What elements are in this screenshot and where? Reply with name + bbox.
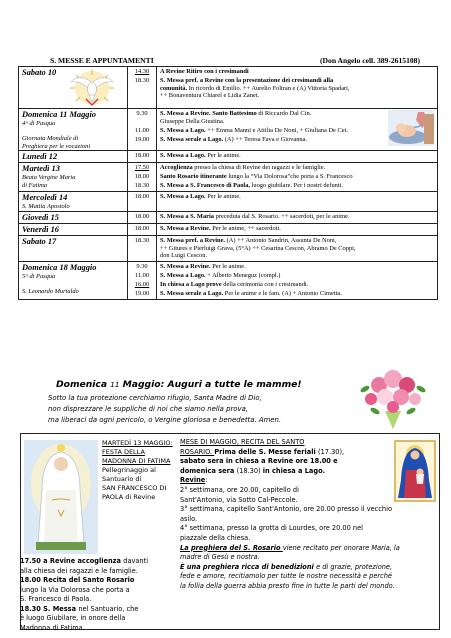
rosary-line <box>180 572 436 582</box>
text-segment: Accoglienza <box>160 164 195 172</box>
event-time: 18.00 <box>134 152 150 160</box>
text-segment: Per le anime. <box>212 263 246 271</box>
event-entry <box>160 225 434 234</box>
text-segment: A Revine <box>160 68 187 75</box>
event-entry <box>160 173 434 182</box>
day-note <box>22 128 124 136</box>
event-entry <box>160 164 434 173</box>
day-row <box>19 211 438 223</box>
text-segment: asilo. <box>180 514 198 523</box>
fatima-detail-line <box>20 595 176 605</box>
day-note: Preghiera per le vocazioni <box>22 142 91 150</box>
day-row <box>19 163 438 192</box>
day-cell <box>19 151 128 163</box>
text-segment: 18.30 S. Messa <box>20 604 79 613</box>
text-segment: alla chiesa dei ragazzi e le famiglie. <box>20 566 138 575</box>
event-cell <box>157 223 438 235</box>
rosary-line <box>180 534 436 544</box>
event-entry <box>160 263 434 272</box>
event-cell <box>157 262 438 300</box>
rosary-line <box>180 515 436 525</box>
text-segment: Giuseppe Della Giustina. <box>160 117 225 125</box>
event-line <box>160 281 434 289</box>
day-note: S. Leonardo Murialdo <box>22 288 79 296</box>
text-segment: S. Messa pref. a Revine. <box>160 236 227 244</box>
text-segment: Ritiro con i cresimandi <box>186 68 249 75</box>
fatima-info-line: PAOLA di Revine <box>102 493 156 501</box>
fatima-detail-line <box>20 605 176 615</box>
text-segment: preceduta dal S. Rosario. ++ sacerdoti, per le anime. <box>215 212 350 220</box>
fatima-detail-line <box>20 567 176 577</box>
mothers-day-banner: Domenica 11 Maggio: Auguri a tutte le mamme! <box>56 379 302 390</box>
event-line <box>160 152 434 160</box>
day-note: Beata Vergine Maria <box>22 174 76 182</box>
event-line <box>160 290 434 298</box>
rosary-line <box>180 524 436 534</box>
text-segment: S. Messa a Revine. <box>160 224 213 232</box>
event-time: 18.00 <box>134 224 150 232</box>
day-cell <box>19 163 128 192</box>
day-row <box>19 109 438 151</box>
text-segment: 4° settimana, presso la grotta di Lourdes, ore 20.00 nel <box>180 524 363 533</box>
time-cell <box>128 235 157 261</box>
event-time: 11.00 <box>134 126 150 134</box>
text-segment: sabato sera in chiesa a Revine ore 18.00 e <box>180 457 338 466</box>
event-entry <box>160 68 434 77</box>
event-line <box>160 85 434 93</box>
event-line <box>160 193 434 201</box>
text-segment: domenica sera <box>180 466 237 475</box>
day-row <box>19 223 438 235</box>
text-segment: S. Messa a Lago. <box>160 152 208 160</box>
event-cell <box>157 235 438 261</box>
day-name: Domenica 18 Maggio <box>22 263 97 273</box>
event-cell <box>157 151 438 163</box>
rosary-line <box>180 457 390 467</box>
text-segment: 18.00 Recita del Santo Rosario <box>20 576 135 584</box>
rosary-line <box>180 448 390 458</box>
day-cell <box>19 223 128 235</box>
text-segment: S. Messa a S. Francesco di Paola, <box>160 182 252 190</box>
rosary-line <box>180 553 436 563</box>
time-cell <box>128 163 157 192</box>
event-line <box>160 225 434 233</box>
text-segment: La preghiera del S. Rosario <box>180 543 283 552</box>
rosary-line <box>180 438 390 448</box>
text-segment: MESE DI MAGGIO, RECITA DEL SANTO <box>180 438 305 446</box>
text-segment: S. Messe feriali <box>258 447 319 456</box>
text-segment: piazzale della chiesa. <box>180 533 251 542</box>
text-segment: davanti <box>123 557 149 565</box>
text-segment: la follia della guerra abbia presto fine in tutte le parti del mondo. <box>180 581 395 590</box>
event-cell <box>157 211 438 223</box>
text-segment: Revine <box>180 476 206 485</box>
day-row <box>19 235 438 261</box>
rosary-line <box>180 563 436 573</box>
text-segment: Madonna di Fatima. <box>20 623 85 632</box>
text-segment: (17.30), <box>318 447 345 456</box>
time-cell <box>128 192 157 212</box>
flower-bouquet-icon <box>357 365 429 431</box>
event-time: 11.00 <box>134 272 150 280</box>
day-name: Sabato 17 <box>22 236 57 246</box>
day-note: 4^ di Pasqua <box>22 120 56 127</box>
time-cell <box>128 109 157 151</box>
event-time: 18.00 <box>134 212 150 220</box>
day-name: Venerdì 16 <box>22 224 59 234</box>
day-cell <box>19 109 128 151</box>
event-line <box>160 272 434 280</box>
event-time: 9.30 <box>136 110 148 117</box>
text-segment: della cerimonia con i cresimandi. <box>223 281 309 289</box>
day-row <box>19 151 438 163</box>
time-cell <box>128 67 157 109</box>
text-segment: Per le anime, ++ sacerdoti. <box>212 224 281 232</box>
text-segment: madre di Gesù e nostra. <box>180 553 260 562</box>
contact-info: (Don Angelo cell. 389-2615108) <box>320 56 420 65</box>
page-title: S. MESSE E APPUNTAMENTI <box>50 56 154 65</box>
prayer-line: Sotto la tua protezione cerchiamo rifugio, Santa Madre di Dio, <box>48 394 262 402</box>
event-cell <box>157 192 438 212</box>
fatima-title-block <box>102 439 174 502</box>
text-segment: e di grazie, protezione, <box>316 562 393 571</box>
text-segment: (A) ++ Antonio Sandrin, Assunta De Noni, <box>226 236 337 244</box>
holy-spirit-dove-icon <box>66 69 118 107</box>
time-cell <box>128 223 157 235</box>
event-cell <box>157 163 438 192</box>
day-cell <box>19 211 128 223</box>
event-line <box>160 213 434 221</box>
event-line <box>160 164 434 172</box>
text-segment: in chiesa a Lago. <box>262 466 326 475</box>
event-time: 17.50 <box>134 164 150 172</box>
event-line <box>160 173 434 181</box>
fatima-info-line: Santuario di <box>102 475 142 483</box>
event-entry <box>160 77 434 101</box>
fatima-detail-line <box>20 624 176 634</box>
text-segment: S. Messa serale a Lago. <box>160 135 225 143</box>
text-segment: ++ Bonaventura Chiarel e Lidia Zanet. <box>160 92 260 100</box>
fatima-detail-line <box>20 557 176 567</box>
fatima-schedule <box>20 557 176 633</box>
text-segment: ROSARIO. <box>180 447 215 456</box>
event-line <box>160 245 434 253</box>
day-row <box>19 192 438 212</box>
event-time: 9.30 <box>136 263 148 271</box>
day-name: Sabato 10 <box>22 68 57 77</box>
event-line <box>160 77 434 85</box>
text-segment: presso la chiesa di Revine dei ragazzi e le famiglie. <box>194 164 326 172</box>
day-name: Lunedì 12 <box>22 152 58 162</box>
text-segment: Santo Battesimo <box>212 110 259 117</box>
event-entry <box>160 152 434 161</box>
prayer-text <box>48 393 354 426</box>
madonna-child-icon <box>394 440 436 502</box>
text-segment: Per le anime. <box>207 152 241 160</box>
text-segment: (A) ++ Teresa Fava e Giovanna. <box>224 135 308 143</box>
text-segment: viene recitato per onorare Maria, la <box>282 543 400 552</box>
text-segment: fede e amore, recitiamolo per tutte le nostre necessità e perché <box>180 572 392 581</box>
text-segment: Per le anime. <box>207 193 241 201</box>
text-segment: S. Messa a S. Maria <box>160 212 216 220</box>
day-note: 5^ di Pasqua <box>22 273 56 281</box>
text-segment: lungo la “Via Dolorosa”che porta a S. Francesco <box>228 173 353 181</box>
event-line <box>160 252 434 260</box>
text-segment: S. Messa a Lago. <box>160 272 208 280</box>
time-cell <box>128 151 157 163</box>
text-segment: 3° settimana, capitello Sant'Antonio, ore 20.00 presso il vecchio <box>180 505 392 514</box>
text-segment: è luogo Giubilare, in onore della <box>20 614 126 622</box>
time-cell <box>128 262 157 300</box>
event-entry <box>160 290 434 299</box>
rosary-line <box>180 582 436 592</box>
event-time: 18.30 <box>134 77 150 84</box>
text-segment: È una preghiera ricca di benedizioni <box>180 562 317 571</box>
event-cell <box>157 67 438 109</box>
event-line <box>160 182 434 190</box>
fatima-info-line: SAN FRANCESCO DI <box>102 484 167 492</box>
day-name: Martedì 13 <box>22 164 60 174</box>
fatima-info-line: Pellegrinaggio al <box>102 466 156 474</box>
event-time: 18.30 <box>134 182 150 190</box>
event-time: 19.00 <box>134 290 150 298</box>
text-segment: Prima delle <box>214 447 259 456</box>
event-line <box>160 237 434 245</box>
text-segment: Sant'Antonio, via Sotto Cal-Peccole. <box>180 495 298 504</box>
text-segment: (18.30) <box>236 466 263 475</box>
rosary-line <box>180 467 390 477</box>
fatima-madonna-icon <box>24 440 98 554</box>
fatima-detail-line <box>20 614 176 624</box>
event-entry <box>160 182 434 191</box>
day-name: Giovedì 15 <box>22 212 59 222</box>
text-segment: comunità. <box>160 84 189 92</box>
event-line <box>160 68 434 76</box>
day-note: Giornata Mondiale di <box>22 135 79 143</box>
text-segment: + Alberto Meneguz (compl.) <box>207 272 281 280</box>
fatima-title-line: MADONNA DI FATIMA <box>102 457 171 465</box>
text-segment: : <box>205 476 208 485</box>
text-segment: nel Santuario, che <box>78 604 139 613</box>
text-segment: S. Messa a Revine. <box>160 263 213 271</box>
text-segment: S. Messa a Lago. <box>160 126 208 134</box>
day-cell <box>19 192 128 212</box>
text-segment: S. Messa pref. a Revine con la presentazione dei cresimandi alla <box>160 77 334 84</box>
day-row <box>19 262 438 300</box>
event-time: 19.00 <box>134 135 150 143</box>
text-segment: Santo Rosario itinerante <box>160 173 229 181</box>
fatima-detail-line <box>20 576 176 586</box>
text-segment: In chiesa a Lago prove <box>160 281 224 289</box>
text-segment: ++ Emma Manni e Attilia De Noni, + Giuliana De Cet. <box>207 126 348 134</box>
text-segment: Per le anime e le fam. (A) + Antonio Cimetta. <box>224 290 342 298</box>
text-segment: luogo giubilare. Per i nostri defunti. <box>251 182 344 190</box>
event-line <box>160 92 434 100</box>
fatima-title-line: FESTA DELLA <box>102 448 145 456</box>
prayer-line: non disprezzare le suppliche di noi che siamo nella prova, <box>48 405 249 413</box>
event-time: 18.00 <box>134 173 150 181</box>
text-segment: S. Messa serale a Lago. <box>160 290 225 298</box>
event-entry <box>160 213 434 222</box>
event-line <box>160 263 434 271</box>
event-time: 16.00 <box>134 281 150 289</box>
text-segment: In ricordo di Emilio. ++ Aurelio Foltran e (A) Vittoria Spadari, <box>188 84 350 92</box>
baptism-icon <box>388 110 434 146</box>
event-entry <box>160 281 434 290</box>
day-cell <box>19 262 128 300</box>
day-note <box>22 281 124 289</box>
prayer-line: ma liberaci da ogni pericolo, o Vergine gloriosa e benedetta. Amen. <box>48 416 282 424</box>
text-segment: 17.50 a Revine accoglienza <box>20 557 124 565</box>
text-segment: S. Francesco di Paola. <box>20 595 92 603</box>
event-entry <box>160 272 434 281</box>
rosary-line <box>180 476 390 486</box>
day-name: Mercoledì 14 <box>22 193 68 203</box>
text-segment: 2° settimana, ore 20.00, capitello di <box>180 485 299 494</box>
text-segment: S. Messa a Lago. <box>160 193 208 201</box>
text-segment: don Luigi Cescon. <box>160 252 208 260</box>
text-segment: S. Messa a Revine. <box>160 110 213 117</box>
time-cell <box>128 211 157 223</box>
event-entry <box>160 237 434 261</box>
bulletin-header <box>20 56 438 65</box>
text-segment: ++ Gitures e Pierluigi Grava, (5°A) ++ Cesarina Cescon, Abramo De Coppi, <box>160 244 356 252</box>
event-entry <box>160 193 434 202</box>
day-note: S. Mattia Apostolo <box>22 203 70 211</box>
rosary-line <box>180 505 436 515</box>
day-name: Domenica 11 Maggio <box>22 110 96 119</box>
day-note: di Fatima <box>22 181 48 189</box>
fatima-title-line: MARTEDÌ 13 MAGGIO: <box>102 439 173 447</box>
event-time: 18.00 <box>134 193 150 201</box>
event-time: 14.30 <box>134 68 150 75</box>
event-time: 18.30 <box>134 236 150 244</box>
fatima-detail-line <box>20 586 176 596</box>
day-cell <box>19 235 128 261</box>
text-segment: lungo la Via Dolorosa che porta a <box>20 585 130 594</box>
rosary-line <box>180 544 436 554</box>
text-segment: di Riccardo Dal Cin. <box>258 110 312 117</box>
rosary-line <box>180 486 390 496</box>
